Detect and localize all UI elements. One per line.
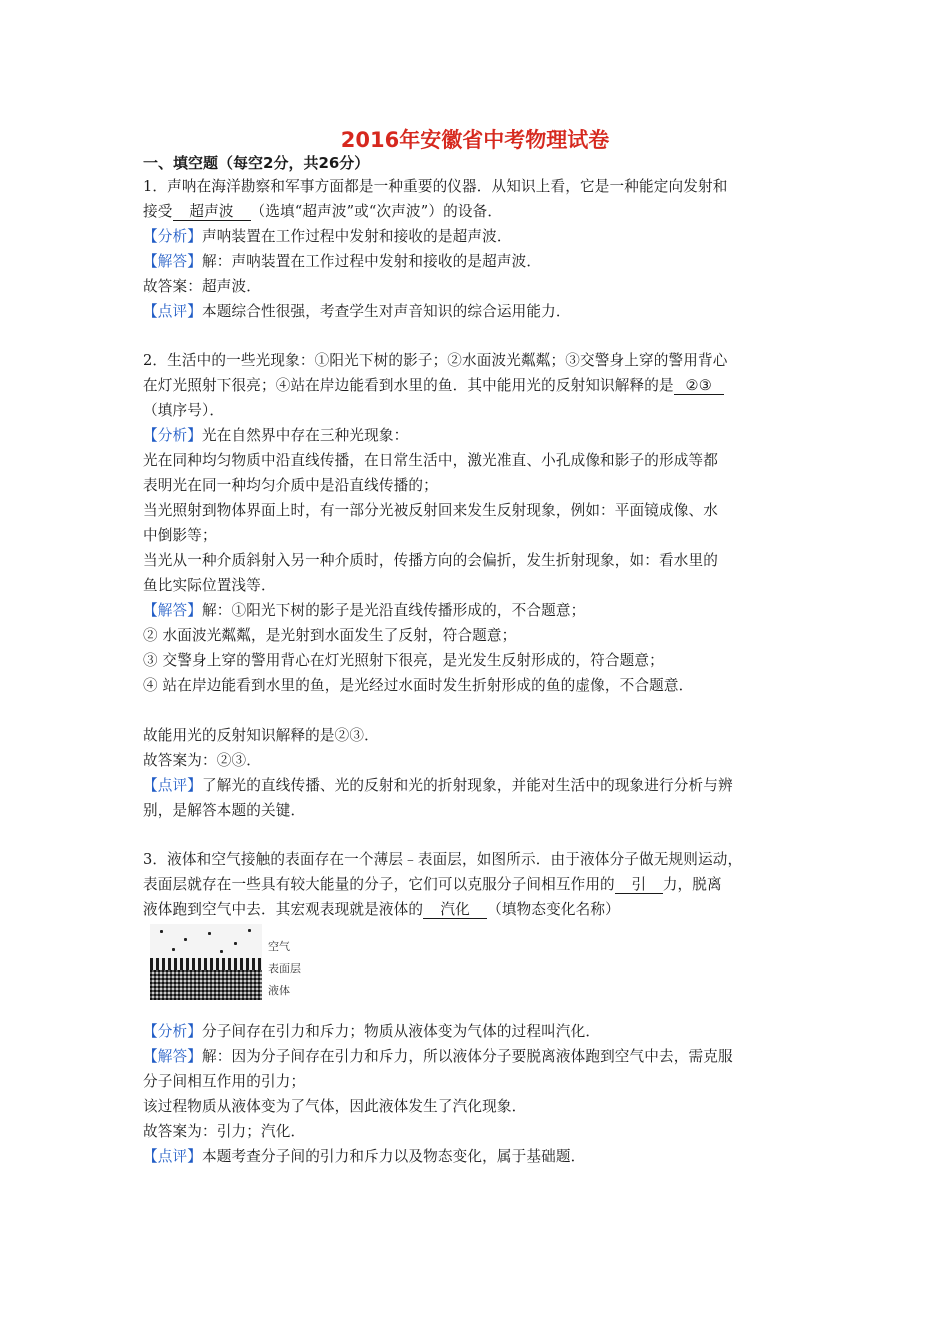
q2-analysis-line-4: 中倒影等；: [143, 527, 217, 544]
air-molecule: [234, 942, 237, 945]
q2-stem-line-1: 2．生活中的一些光现象：①阳光下树的影子；②水面波光粼粼；③交警身上穿的警用背心: [143, 352, 728, 369]
air-molecule: [172, 948, 175, 951]
figure-label-air: 空气: [268, 940, 290, 953]
comment-tag: 【点评】: [143, 777, 202, 794]
q2-stem-line-2: 在灯光照射下很亮；④站在岸边能看到水里的鱼．其中能用光的反射知识解释的是 ②③: [143, 376, 724, 396]
liquid-region: [150, 970, 262, 1000]
q2-comment: 【点评】了解光的直线传播、光的反射和光的折射现象，并能对生活中的现象进行分析与辨: [143, 777, 733, 794]
solution-tag: 【解答】: [143, 602, 202, 619]
q3-stem-line-1: 3．液体和空气接触的表面存在一个薄层﹣表面层，如图所示．由于液体分子做无规则运动，: [143, 851, 743, 868]
solution-tag: 【解答】: [143, 1048, 202, 1065]
figure-label-liquid: 液体: [268, 984, 290, 997]
q2-stem-line-3: （填序号）．: [143, 402, 225, 419]
q2-answer-blank: ②③: [674, 377, 724, 395]
section-heading: 一、填空题（每空2分，共26分）: [143, 154, 370, 172]
q2-solution-line-3: ③ 交警身上穿的警用背心在灯光照射下很亮，是光发生反射形成的，符合题意；: [143, 652, 664, 669]
q3-answer-blank-2: 汽化: [423, 901, 487, 919]
q3-solution-line-3: 该过程物质从液体变为了气体，因此液体发生了汽化现象．: [143, 1098, 527, 1115]
q3-stem-line-2: 表面层就存在一些具有较大能量的分子，它们可以克服分子间相互作用的 引 力，脱离: [143, 876, 722, 893]
analysis-tag: 【分析】: [143, 228, 202, 245]
surface-layer-region: [150, 958, 262, 970]
q2-analysis-line-2: 表明光在同一种均匀介质中是沿直线传播的；: [143, 477, 438, 494]
q2-analysis: 【分析】光在自然界中存在三种光现象：: [143, 427, 409, 444]
q3-stem-line-3: 液体跑到空气中去．其宏观表现就是液体的 汽化 （填物态变化名称）: [143, 901, 620, 918]
q1-answer: 故答案：超声波．: [143, 278, 261, 295]
q1-stem-line-1: 1．声呐在海洋勘察和军事方面都是一种重要的仪器．从知识上看，它是一种能定向发射和: [143, 178, 728, 195]
q1-stem-line-2: 接受 超声波 （选填“超声波”或“次声波”）的设备．: [143, 203, 503, 220]
q2-answer: 故答案为：②③．: [143, 752, 261, 769]
q3-answer: 故答案为：引力；汽化．: [143, 1123, 306, 1140]
q3-answer-blank-1: 引: [615, 876, 663, 894]
analysis-tag: 【分析】: [143, 427, 202, 444]
air-molecule: [160, 930, 163, 933]
q2-analysis-line-5: 当光从一种介质斜射入另一种介质时，传播方向的会偏折，发生折射现象，如：看水里的: [143, 552, 719, 569]
q2-comment-line-2: 别，是解答本题的关键．: [143, 802, 306, 819]
surface-layer-figure: [150, 924, 310, 1002]
page-title: 2016年安徽省中考物理试卷: [340, 128, 610, 152]
q2-solution-line-4: ④ 站在岸边能看到水里的鱼，是光经过水面时发生折射形成的鱼的虚像，不合题意．: [143, 677, 694, 694]
solution-tag: 【解答】: [143, 253, 202, 270]
q3-solution-line-2: 分子间相互作用的引力；: [143, 1073, 306, 1090]
q1-answer-blank: 超声波: [173, 203, 251, 221]
q2-solution-line-5: 故能用光的反射知识解释的是②③．: [143, 727, 379, 744]
q2-analysis-line-6: 鱼比实际位置浅等．: [143, 577, 276, 594]
q2-solution: 【解答】解：①阳光下树的影子是光沿直线传播形成的，不合题意；: [143, 602, 586, 619]
air-molecule: [220, 950, 223, 953]
comment-tag: 【点评】: [143, 1148, 202, 1165]
q1-analysis: 【分析】声呐装置在工作过程中发射和接收的是超声波．: [143, 228, 512, 245]
air-region: [150, 924, 262, 958]
q2-solution-line-2: ② 水面波光粼粼，是光射到水面发生了反射，符合题意；: [143, 627, 517, 644]
air-molecule: [248, 929, 251, 932]
q2-analysis-line-1: 光在同种均匀物质中沿直线传播，在日常生活中，激光准直、小孔成像和影子的形成等都: [143, 452, 719, 469]
q2-analysis-line-3: 当光照射到物体界面上时，有一部分光被反射回来发生反射现象，例如：平面镜成像、水: [143, 502, 719, 519]
q3-comment: 【点评】本题考查分子间的引力和斥力以及物态变化，属于基础题．: [143, 1148, 586, 1165]
figure-label-surface: 表面层: [268, 962, 301, 975]
q3-analysis: 【分析】分子间存在引力和斥力；物质从液体变为气体的过程叫汽化．: [143, 1023, 601, 1040]
q1-comment: 【点评】本题综合性很强，考查学生对声音知识的综合运用能力．: [143, 303, 571, 320]
analysis-tag: 【分析】: [143, 1023, 202, 1040]
q1-solution: 【解答】解：声呐装置在工作过程中发射和接收的是超声波．: [143, 253, 542, 270]
air-molecule: [208, 932, 211, 935]
air-molecule: [184, 938, 187, 941]
q3-solution: 【解答】解：因为分子间存在引力和斥力，所以液体分子要脱离液体跑到空气中去，需克服: [143, 1048, 733, 1065]
comment-tag: 【点评】: [143, 303, 202, 320]
